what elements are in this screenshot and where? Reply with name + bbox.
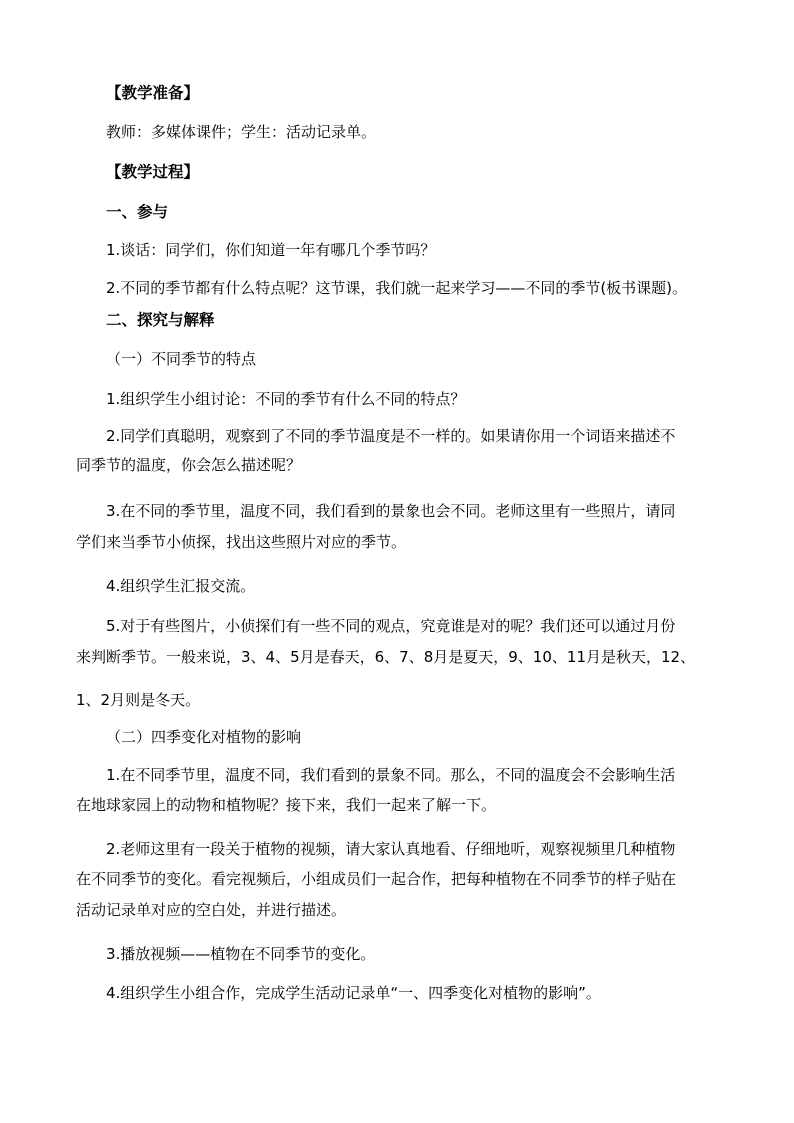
subsection1-paragraph-1: 1.组织学生小组讨论：不同的季节有什么不同的特点？	[106, 390, 466, 408]
prep-heading: 【教学准备】	[106, 84, 200, 102]
subsection2-heading: （二）四季变化对植物的影响	[106, 728, 302, 746]
subsection1-paragraph-3-line-2: 学们来当季节小侦探，找出这些照片对应的季节。	[76, 533, 407, 551]
process-heading: 【教学过程】	[106, 163, 200, 181]
subsection2-paragraph-3: 3.播放视频——植物在不同季节的变化。	[106, 945, 376, 963]
section1-heading: 一、参与	[106, 203, 169, 221]
subsection1-paragraph-5-line-1: 5.对于有些图片，小侦探们有一些不同的观点，究竟谁是对的呢？我们还可以通过月份	[106, 617, 676, 635]
prep-text: 教师：多媒体课件；学生：活动记录单。	[106, 123, 377, 141]
subsection2-paragraph-1-line-2: 在地球家园上的动物和植物呢？接下来，我们一起来了解一下。	[76, 796, 497, 814]
section2-heading: 二、探究与解释	[106, 311, 215, 329]
subsection1-heading: （一）不同季节的特点	[106, 350, 257, 368]
subsection2-paragraph-4: 4.组织学生小组合作，完成学生活动记录单“一、四季变化对植物的影响”。	[106, 984, 601, 1002]
subsection1-paragraph-5-line-2: 来判断季节。一般来说，3、4、5月是春天，6、7、8月是夏天，9、10、11月是秋天，12、	[76, 648, 696, 666]
subsection1-paragraph-4: 4.组织学生汇报交流。	[106, 577, 256, 595]
subsection2-paragraph-2-line-3: 活动记录单对应的空白处，并进行描述。	[76, 901, 347, 919]
subsection2-paragraph-2-line-2: 在不同季节的变化。看完视频后，小组成员们一起合作，把每种植物在不同季节的样子贴在	[76, 870, 677, 888]
subsection1-paragraph-2-line-1: 2.同学们真聪明，观察到了不同的季节温度是不一样的。如果请你用一个词语来描述不	[106, 427, 676, 445]
section1-paragraph-1: 1.谈话：同学们，你们知道一年有哪几个季节吗？	[106, 241, 436, 259]
subsection2-paragraph-1-line-1: 1.在不同季节里，温度不同，我们看到的景象不同。那么，不同的温度会不会影响生活	[106, 766, 676, 784]
subsection1-paragraph-2-line-2: 同季节的温度，你会怎么描述呢？	[76, 456, 302, 474]
subsection1-paragraph-3-line-1: 3.在不同的季节里，温度不同，我们看到的景象也会不同。老师这里有一些照片，请同	[106, 502, 676, 520]
subsection1-paragraph-5-line-3: 1、2月则是冬天。	[76, 691, 201, 709]
subsection2-paragraph-2-line-1: 2.老师这里有一段关于植物的视频，请大家认真地看、仔细地听，观察视频里几种植物	[106, 840, 676, 858]
section1-paragraph-2: 2.不同的季节都有什么特点呢？这节课，我们就一起来学习——不同的季节(板书课题)。	[106, 279, 688, 297]
